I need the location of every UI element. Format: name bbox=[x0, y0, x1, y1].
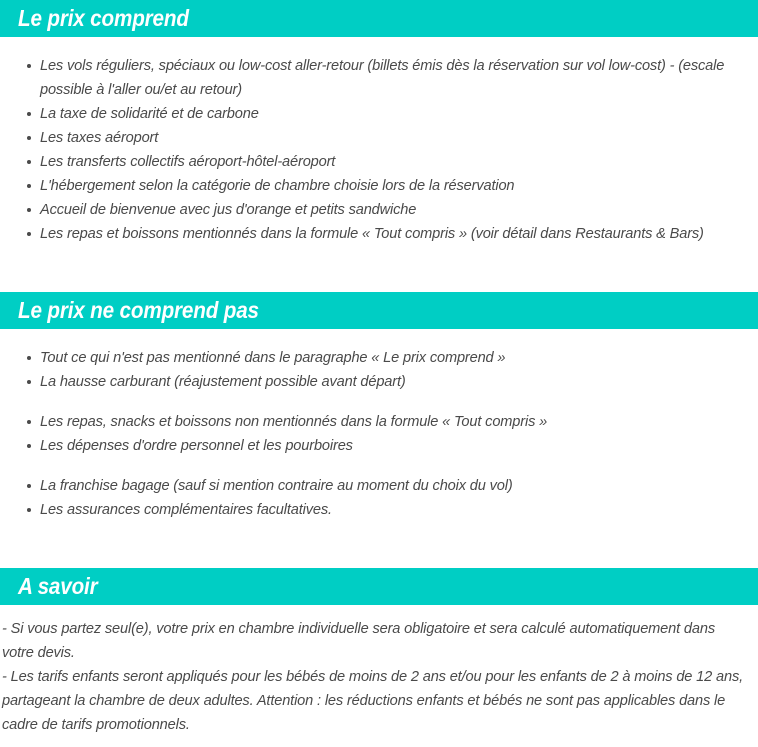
list-item: Les repas et boissons mentionnés dans la formule « Tout compris » (voir détail dans Restaurants & Bars) bbox=[0, 222, 758, 246]
spacer bbox=[0, 394, 758, 410]
list-item: Les vols réguliers, spéciaux ou low-cost aller-retour (billets émis dès la réservation sur vol low-cost) - (escale possible à l'aller ou/et au retour) bbox=[0, 54, 758, 102]
section-body-le-prix-comprend bbox=[0, 37, 758, 246]
section-header-le-prix-comprend bbox=[0, 0, 758, 37]
section-title: Le prix comprend bbox=[18, 5, 189, 31]
excluded-list-group-3 bbox=[0, 474, 758, 522]
excluded-list-group-1 bbox=[0, 346, 758, 394]
list-item: La franchise bagage (sauf si mention contraire au moment du choix du vol) bbox=[0, 474, 758, 498]
list-item: L'hébergement selon la catégorie de chambre choisie lors de la réservation bbox=[0, 174, 758, 198]
section-header-le-prix-ne-comprend-pas bbox=[0, 292, 758, 329]
section-header-a-savoir bbox=[0, 568, 758, 605]
spacer bbox=[0, 329, 758, 346]
list-item: Les dépenses d'ordre personnel et les pourboires bbox=[0, 434, 758, 458]
note-paragraph: - Les tarifs enfants seront appliqués pour les bébés de moins de 2 ans et/ou pour les enfants de 2 à moins de 12 ans, partageant la chambre de deux adultes. Attention : les réductions enfants et bébés ne sont pas applicables dans le cadre de tarifs promotionnels. bbox=[2, 669, 743, 733]
section-title: A savoir bbox=[18, 573, 98, 599]
list-item: La taxe de solidarité et de carbone bbox=[0, 102, 758, 126]
section-body-a-savoir bbox=[0, 605, 758, 737]
included-list bbox=[0, 54, 758, 246]
section-title: Le prix ne comprend pas bbox=[18, 297, 259, 323]
spacer bbox=[0, 458, 758, 474]
section-body-le-prix-ne-comprend-pas bbox=[0, 329, 758, 522]
list-item: Accueil de bienvenue avec jus d'orange et petits sandwiche bbox=[0, 198, 758, 222]
list-item: Les taxes aéroport bbox=[0, 126, 758, 150]
spacer bbox=[0, 246, 758, 292]
excluded-list-group-2 bbox=[0, 410, 758, 458]
list-item: Les assurances complémentaires facultatives. bbox=[0, 498, 758, 522]
list-item: Les repas, snacks et boissons non mentionnés dans la formule « Tout compris » bbox=[0, 410, 758, 434]
note-paragraph: - Si vous partez seul(e), votre prix en chambre individuelle sera obligatoire et sera calculé automatiquement dans votre devis. bbox=[2, 621, 715, 661]
spacer bbox=[0, 522, 758, 568]
list-item: Tout ce qui n'est pas mentionné dans le paragraphe « Le prix comprend » bbox=[0, 346, 758, 370]
spacer bbox=[0, 605, 758, 617]
list-item: La hausse carburant (réajustement possible avant départ) bbox=[0, 370, 758, 394]
list-item: Les transferts collectifs aéroport-hôtel-aéroport bbox=[0, 150, 758, 174]
spacer bbox=[0, 37, 758, 54]
